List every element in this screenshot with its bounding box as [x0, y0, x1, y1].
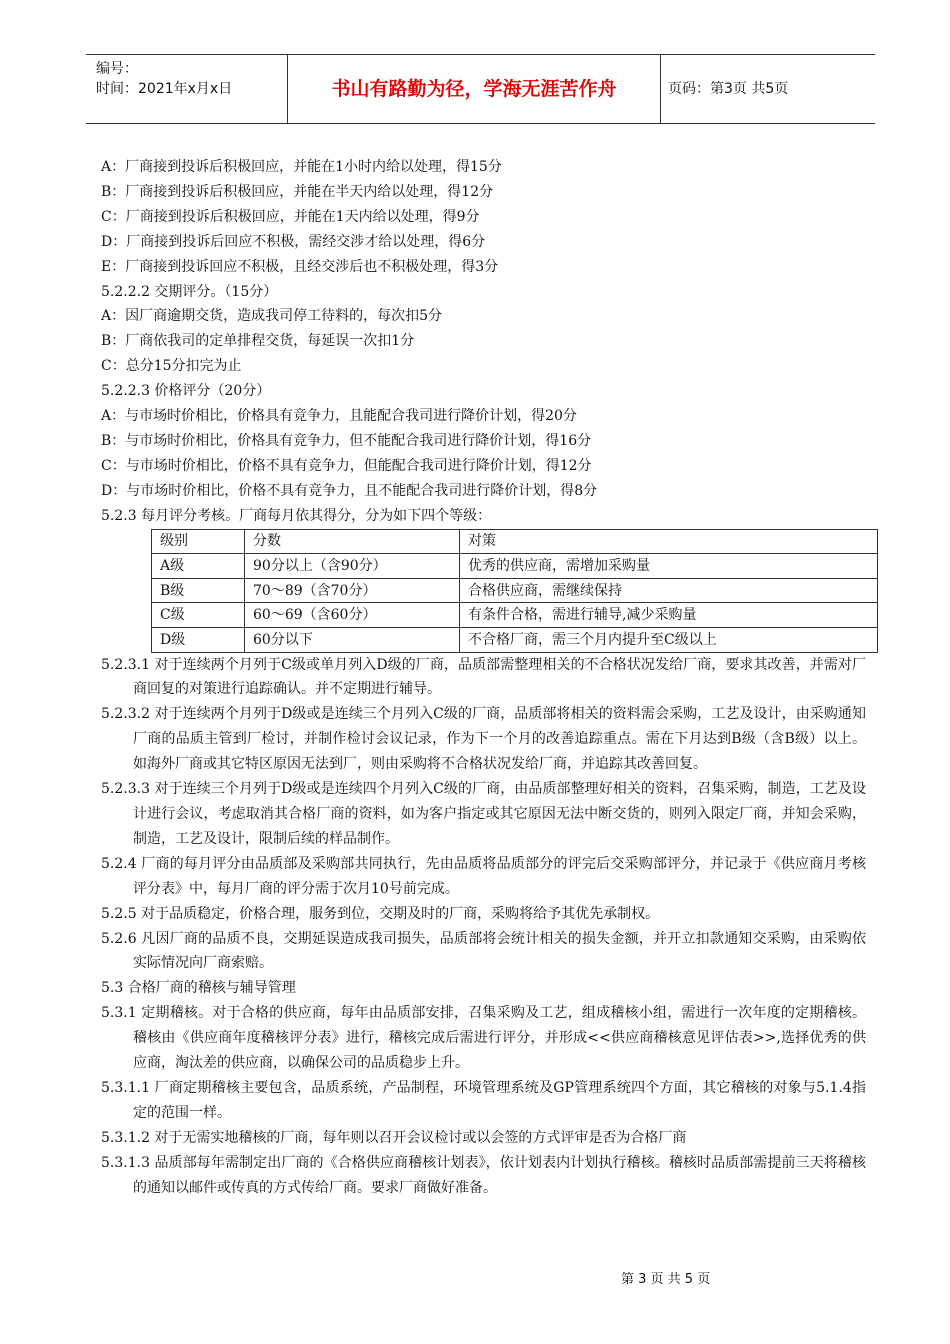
paragraph: 5.2.4 厂商的每月评分由品质部及采购部共同执行，先由品质将品质部分的评完后交采购部评分，并记录于《供应商月考核评分表》中，每月厂商的评分需于次月10号前完成。 — [101, 855, 866, 897]
paragraph: 5.3.1.1 厂商定期稽核主要包含，品质系统，产品制程，环境管理系统及GP管理系统四个方面，其它稽核的对象与5.1.4指定的范围一样。 — [101, 1079, 866, 1121]
header-meta — [96, 59, 232, 99]
table-row — [152, 578, 878, 603]
score-option-line: C：厂商接到投诉后积极回应，并能在1天内给以处理，得9分 — [101, 208, 480, 225]
table-row — [152, 554, 878, 579]
table-cell: 60～69（含60分） — [245, 603, 460, 628]
grade-table — [151, 529, 878, 653]
header-page-info: 页码：第3页 共5页 — [668, 81, 789, 97]
score-option-line: E：厂商接到投诉回应不积极，且经交涉后也不积极处理，得3分 — [101, 258, 499, 275]
section-heading: 5.2.3 每月评分考核。厂商每月依其得分，分为如下四个等级： — [101, 507, 492, 524]
table-cell: C级 — [152, 603, 245, 628]
table-cell: 70～89（含70分） — [245, 578, 460, 603]
score-option-line: B：厂商依我司的定单排程交货，每延误一次扣1分 — [101, 333, 415, 350]
score-option-line: A：厂商接到投诉后积极回应，并能在1小时内给以处理，得15分 — [101, 159, 502, 175]
page-header — [86, 54, 875, 124]
page-footer: 第 3 页 共 5 页 — [621, 1272, 711, 1287]
table-cell: 合格供应商，需继续保持 — [460, 578, 878, 603]
section-heading: 5.3 合格厂商的稽核与辅导管理 — [101, 980, 296, 997]
score-option-line: B：与市场时价相比，价格具有竞争力，但不能配合我司进行降价计划，得16分 — [101, 432, 592, 449]
table-cell: B级 — [152, 578, 245, 603]
table-cell: 60分以下 — [245, 627, 460, 652]
table-cell: D级 — [152, 627, 245, 652]
paragraph: 5.3.1 定期稽核。对于合格的供应商，每年由品质部安排，召集采购及工艺，组成稽核小组，需进行一次年度的定期稽核。稽核由《供应商年度稽核评分表》进行，稽核完成后需进行评分，并形成<<供应商稽核意见评估表>>,选择优秀的供应商，淘汰差的供应商，以确保公司的品质稳步上升。 — [101, 1005, 866, 1072]
score-option-line: C：总分15分扣完为止 — [101, 358, 242, 375]
table-header-row — [152, 529, 878, 554]
score-option-line: C：与市场时价相比，价格不具有竞争力，但能配合我司进行降价计划，得12分 — [101, 457, 592, 474]
paragraph: 5.2.3.2 对于连续两个月列于D级或是连续三个月列入C级的厂商，品质部将相关的资料需会采购，工艺及设计，由采购通知厂商的品质主管到厂检讨，并制作检讨会议记录，作为下一个月的改善追踪重点。需在下月达到B级（含B级）以上。如海外厂商或其它特区原因无法到厂，则由采购将不合格状况发给厂商，并追踪其改善回复。 — [101, 706, 866, 773]
document-number-label: 编号： — [96, 61, 138, 77]
paragraph: 5.3.1.3 品质部每年需制定出厂商的《合格供应商稽核计划表》，依计划表内计划执行稽核。稽核时品质部需提前三天将稽核的通知以邮件或传真的方式传给厂商。要求厂商做好准备。 — [101, 1154, 866, 1196]
score-option-line: A：因厂商逾期交货，造成我司停工待料的，每次扣5分 — [101, 308, 443, 325]
paragraph: 5.2.6 凡因厂商的品质不良，交期延误造成我司损失，品质部将会统计相关的损失金额，并开立扣款通知交采购，由采购依实际情况向厂商索赔。 — [101, 930, 866, 972]
paragraph: 5.2.5 对于品质稳定，价格合理，服务到位，交期及时的厂商，采购将给予其优先承制权。 — [101, 905, 660, 922]
paragraph: 5.3.1.2 对于无需实地稽核的厂商，每年则以召开会议检讨或以会签的方式评审是否为合格厂商 — [101, 1129, 687, 1146]
score-option-line: A：与市场时价相比，价格具有竞争力，且能配合我司进行降价计划，得20分 — [101, 408, 577, 425]
table-cell: 不合格厂商，需三个月内提升至C级以上 — [460, 627, 878, 652]
paragraph: 5.2.3.1 对于连续两个月列于C级或单月列入D级的厂商，品质部需整理相关的不合格状况发给厂商，要求其改善，并需对厂商回复的对策进行追踪确认。并不定期进行辅导。 — [101, 656, 866, 698]
document-date: 时间：2021年x月x日 — [96, 81, 233, 97]
score-option-line: D：与市场时价相比，价格不具有竞争力，且不能配合我司进行降价计划，得8分 — [101, 482, 598, 499]
document-body — [101, 155, 866, 1201]
table-cell: A级 — [152, 554, 245, 579]
table-cell: 有条件合格，需进行辅导,减少采购量 — [460, 603, 878, 628]
section-heading: 5.2.2.2 交期评分。（15分） — [101, 283, 278, 300]
table-header-cell: 对策 — [460, 529, 878, 554]
table-cell: 优秀的供应商，需增加采购量 — [460, 554, 878, 579]
header-motto: 书山有路勤为径，学海无涯苦作舟 — [331, 78, 617, 100]
header-divider — [660, 55, 661, 123]
table-header-cell: 级别 — [152, 529, 245, 554]
section-heading: 5.2.2.3 价格评分（20分） — [101, 383, 271, 400]
score-option-line: B：厂商接到投诉后积极回应，并能在半天内给以处理，得12分 — [101, 183, 494, 200]
table-header-cell: 分数 — [245, 529, 460, 554]
score-option-line: D：厂商接到投诉后回应不积极，需经交涉才给以处理，得6分 — [101, 233, 486, 250]
paragraph: 5.2.3.3 对于连续三个月列于D级或是连续四个月列入C级的厂商，由品质部整理好相关的资料，召集采购，制造，工艺及设计进行会议，考虑取消其合格厂商的资料，如为客户指定或其它原因无法中断交货的，则列入限定厂商，并知会采购，制造，工艺及设计，限制后续的样品制作。 — [101, 781, 866, 847]
table-row — [152, 603, 878, 628]
table-cell: 90分以上（含90分） — [245, 554, 460, 579]
table-row — [152, 627, 878, 652]
